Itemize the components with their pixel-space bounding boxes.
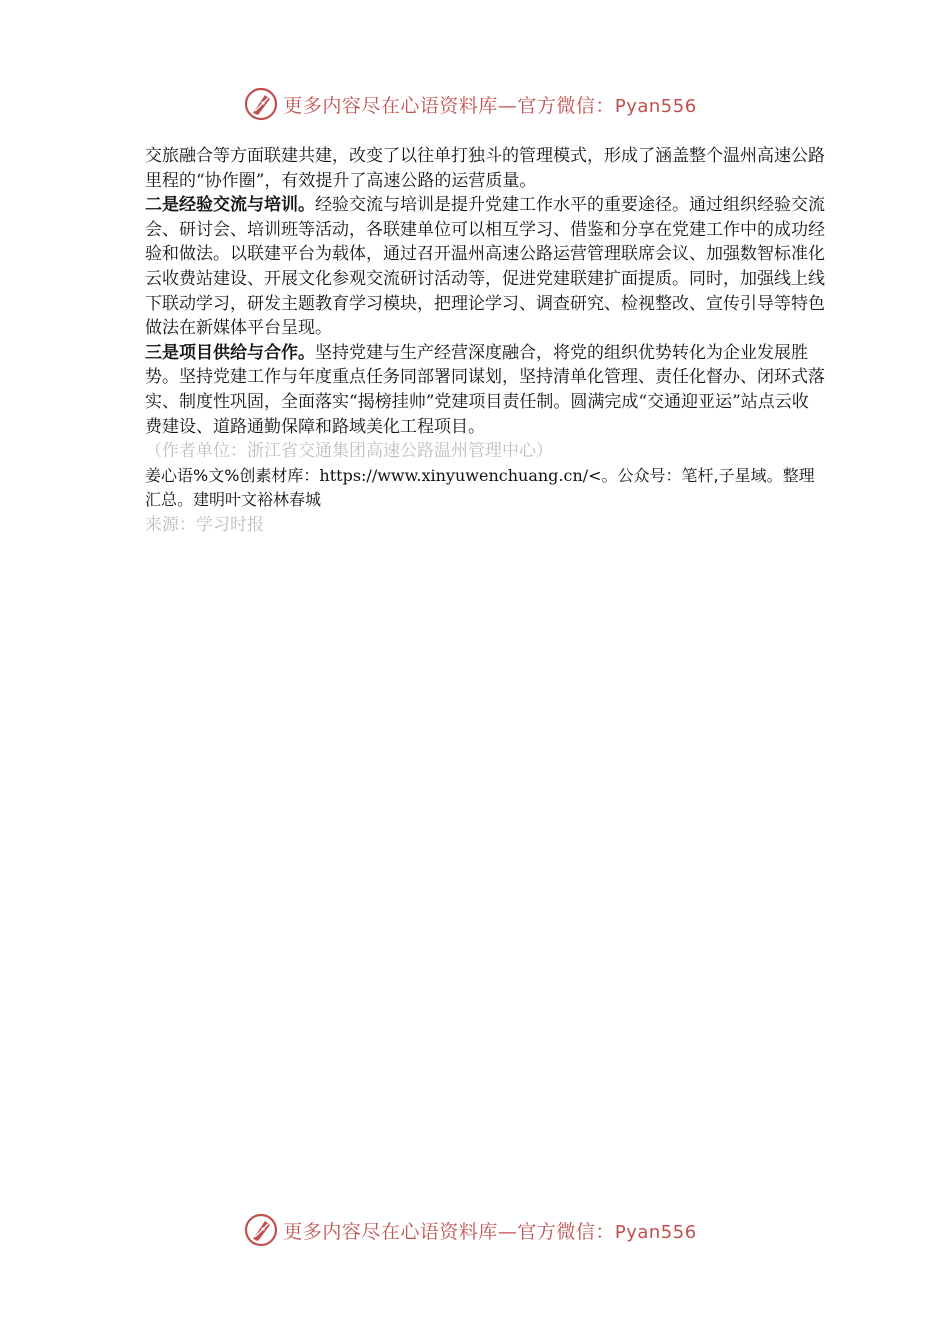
paragraph-lead: 二是经验交流与培训。 bbox=[145, 195, 315, 216]
article-body bbox=[145, 144, 825, 538]
banner-wechat-id: Pyan556 bbox=[614, 1221, 697, 1243]
paragraph-body: 坚持党建与生产经营深度融合，将党的组织优势转化为企业发展胜势。坚持党建工作与年度重点任务同部署同谋划，坚持清单化管理、责任化督办、闭环式落实、制度性巩固，全面落实“揭榜挂帅”党建项目责任制。圆满完成“交通迎亚运”站点云收费建设、道路通勤保障和路域美化工程项目。 bbox=[145, 342, 825, 437]
paragraph-exchange-training bbox=[145, 193, 825, 341]
banner-wechat-id: Pyan556 bbox=[614, 95, 697, 117]
paragraph-intro: 交旅融合等方面联建共建，改变了以往单打独斗的管理模式，形成了涵盖整个温州高速公路里程的“协作圈”，有效提升了高速公路的运营质量。 bbox=[145, 146, 825, 191]
header-banner-content bbox=[243, 86, 696, 122]
article-source: 来源：学习时报 bbox=[145, 514, 264, 535]
footer-banner-content bbox=[243, 1212, 696, 1248]
banner-text: 更多内容尽在心语资料库—官方微信：Pyan556 bbox=[283, 1220, 697, 1243]
paragraph-body: 经验交流与培训是提升党建工作水平的重要途径。通过组织经验交流会、研讨会、培训班等活动，各联建单位可以相互学习、借鉴和分享在党建工作中的成功经验和做法。以联建平台为载体，通过召开温州高速公路运营管理联席会议、加强数智标准化云收费站建设、开展文化参观交流研讨活动等，促进党建联建扩面提质。同时，加强线上线下联动学习，研发主题教育学习模块，把理论学习、调查研究、检视整改、宣传引导等特色做法在新媒体平台呈现。 bbox=[145, 195, 825, 339]
paragraph-project-cooperation bbox=[145, 341, 825, 439]
header-banner bbox=[0, 84, 950, 124]
pen-nib-logo-icon bbox=[243, 86, 279, 122]
paragraph-lead: 三是项目供给与合作。 bbox=[145, 342, 315, 363]
footer-banner bbox=[0, 1210, 950, 1250]
pen-nib-logo-icon bbox=[243, 1212, 279, 1248]
material-url: https://www.xinyuwenchuang.cn/< bbox=[319, 465, 602, 485]
banner-text: 更多内容尽在心语资料库—官方微信：Pyan556 bbox=[283, 94, 697, 117]
author-affiliation: （作者单位：浙江省交通集团高速公路温州管理中心） bbox=[145, 441, 553, 462]
material-library-note: 姜心语%文%创素材库：https://www.xinyuwenchuang.cn/<。公众号：笔杆,子星域。整理汇总。建明叶文裕林春城 bbox=[145, 465, 815, 510]
